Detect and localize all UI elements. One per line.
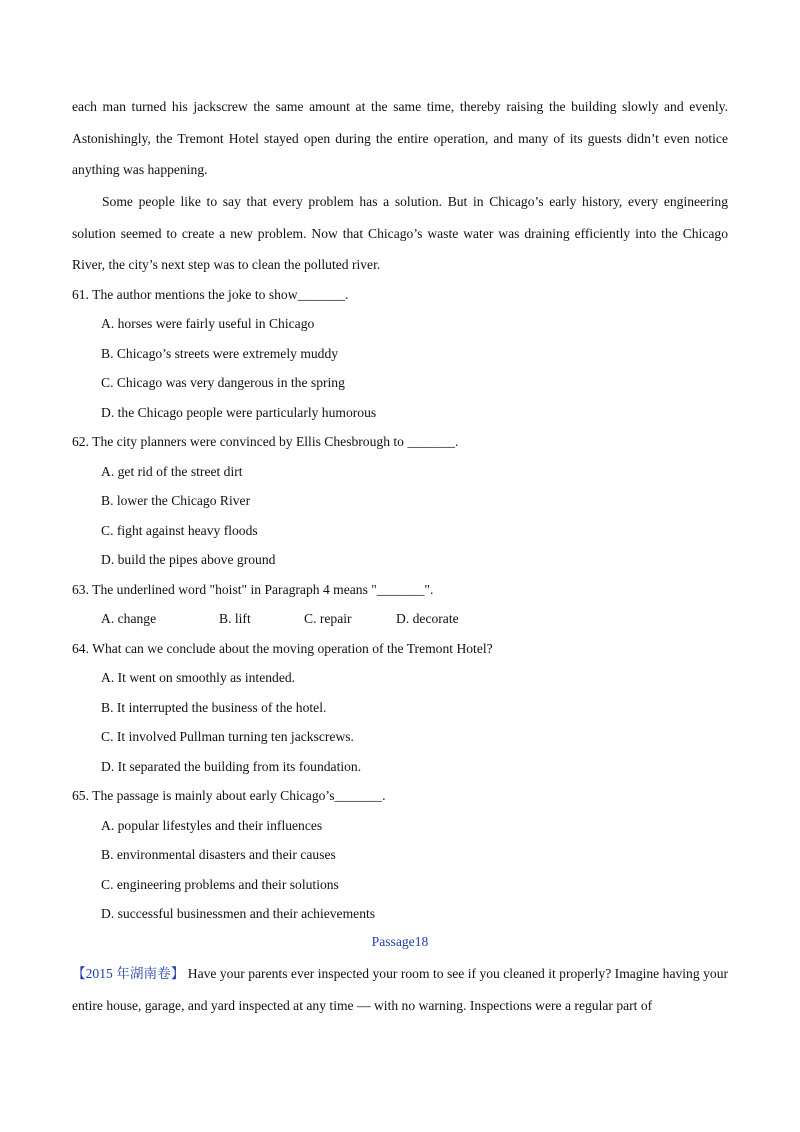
text-line: your entire house, garage, and yard inspected at any time — with no warning. Inspections were a regular part of: [72, 966, 729, 1013]
question-61: 61. The author mentions the joke to show_______.: [72, 287, 349, 302]
text-line: Astonishingly, the Tremont Hotel stayed open during the entire operation, and many of its guests didn’t even notice: [72, 130, 728, 146]
option-65-a: A. popular lifestyles and their influences: [101, 818, 323, 833]
option-64-d: D. It separated the building from its foundation.: [101, 759, 362, 774]
text-line: anything was happening.: [72, 162, 208, 177]
option-64-b: B. It interrupted the business of the hotel.: [101, 700, 327, 715]
text-line: River, the city’s next step was to clean the polluted river.: [72, 257, 381, 272]
option-61-b: B. Chicago’s streets were extremely muddy: [101, 346, 339, 361]
question-63: 63. The underlined word "hoist" in Paragraph 4 means "_______".: [72, 582, 434, 597]
option-62-b: B. lower the Chicago River: [101, 493, 251, 508]
text-line: Have your parents ever inspected your room to see if you cleaned it properly? Imagine having: [187, 966, 700, 981]
paragraph-continuation: [72, 91, 728, 186]
passage-title: Passage18: [371, 934, 429, 949]
option-63-a: A. change: [101, 611, 157, 626]
text-line: solution seemed to create a new problem. Now that Chicago’s waste water was draining efficiently into the Chicago: [72, 225, 728, 241]
question-64: 64. What can we conclude about the moving operation of the Tremont Hotel?: [72, 641, 493, 656]
question-65: 65. The passage is mainly about early Chicago’s_______.: [72, 788, 386, 803]
option-65-b: B. environmental disasters and their causes: [101, 847, 336, 862]
option-62-d: D. build the pipes above ground: [101, 552, 276, 567]
option-61-d: D. the Chicago people were particularly humorous: [101, 405, 377, 420]
option-63-d: D. decorate: [396, 611, 459, 626]
option-63-c: C. repair: [304, 611, 352, 626]
text-line: Some people like to say that every problem has a solution. But in Chicago’s early history, every engineering: [102, 194, 728, 209]
option-62-a: A. get rid of the street dirt: [101, 464, 243, 479]
passage-intro: [72, 958, 728, 1021]
text-line: each man turned his jackscrew the same amount at the same time, thereby raising the building slowly and evenly.: [72, 99, 728, 114]
question-62: 62. The city planners were convinced by Ellis Chesbrough to _______.: [72, 434, 459, 449]
option-65-c: C. engineering problems and their solutions: [101, 877, 339, 892]
option-65-d: D. successful businessmen and their achievements: [101, 906, 376, 921]
option-64-c: C. It involved Pullman turning ten jackscrews.: [101, 729, 354, 744]
paragraph-solutions: [72, 186, 728, 281]
option-62-c: C. fight against heavy floods: [101, 523, 258, 538]
option-63-b: B. lift: [219, 611, 251, 626]
source-tag: 【2015 年湖南卷】: [72, 966, 185, 981]
option-61-c: C. Chicago was very dangerous in the spring: [101, 375, 345, 390]
option-64-a: A. It went on smoothly as intended.: [101, 670, 296, 685]
option-61-a: A. horses were fairly useful in Chicago: [101, 316, 315, 331]
